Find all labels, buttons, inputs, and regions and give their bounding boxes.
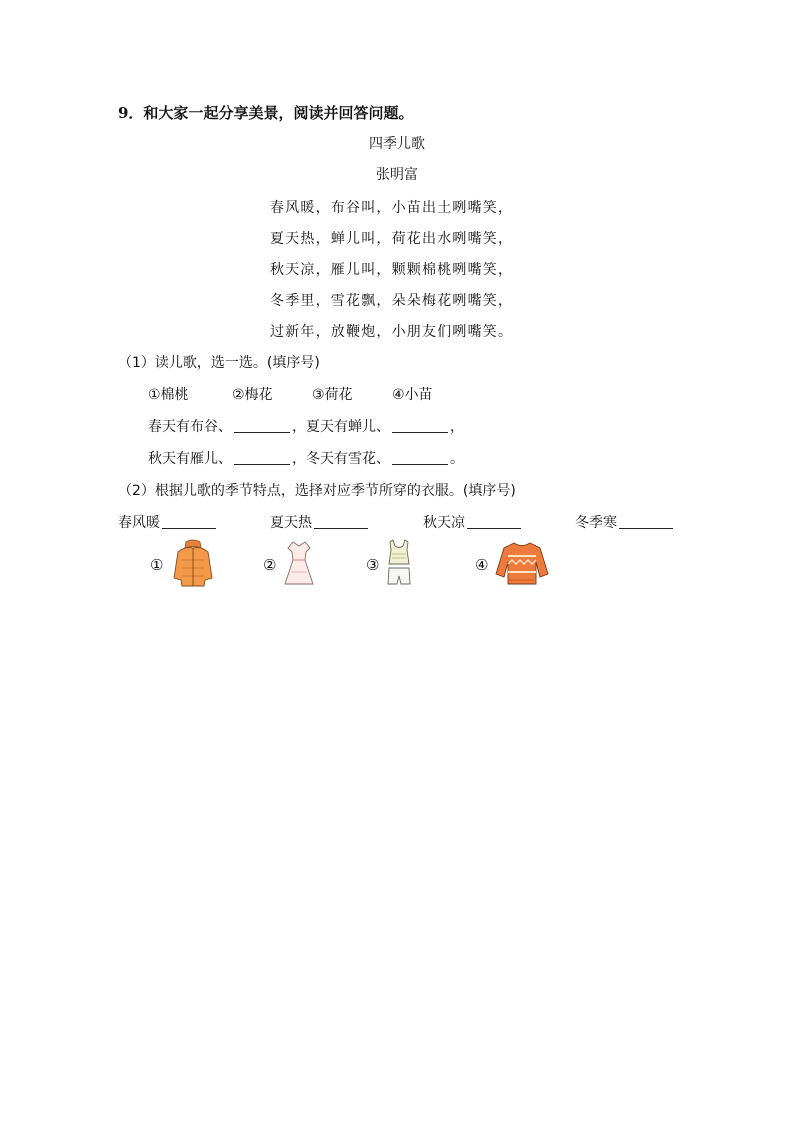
poem-line: 冬季里，雪花飘，朵朵梅花咧嘴笑， [270,293,514,309]
clothing-number-2: ② [263,556,277,574]
season-spring: 春风暖 [118,512,218,532]
season-summer: 夏天热 [270,512,370,532]
option-1: ①棉桃 [148,387,189,403]
answer-blank[interactable] [314,514,368,529]
answer-blank[interactable] [162,514,216,529]
sweater-icon [494,540,550,586]
clothing-number-4: ④ [475,556,489,574]
part2-prompt: （2）根据儿歌的季节特点，选择对应季节所穿的衣服。(填序号) [118,483,516,499]
season-autumn: 秋天凉 [423,512,523,532]
winter-jacket-icon [170,538,216,588]
answer-blank[interactable] [234,450,290,465]
answer-blank[interactable] [467,514,521,529]
part1-prompt: （1）读儿歌，选一选。(填序号) [118,355,320,371]
answer-blank[interactable] [392,450,448,465]
season-winter: 冬季寒 [575,512,675,532]
tank-top-shorts-icon [384,538,414,588]
poem-author: 张明富 [376,167,418,183]
poem-line: 秋天凉，雁儿叫，颗颗棉桃咧嘴笑， [270,262,514,278]
option-3: ③荷花 [312,387,353,403]
poem-line: 春风暖，布谷叫，小苗出土咧嘴笑， [270,200,514,216]
poem-line: 夏天热，蝉儿叫，荷花出水咧嘴笑， [270,231,514,247]
fill-line-2: 秋天有雁儿、 ，冬天有雪花、 。 [148,451,464,467]
clothing-number-1: ① [150,556,164,574]
answer-blank[interactable] [619,514,673,529]
fill-line-1: 春天有布谷、 ，夏天有蝉儿、 ， [148,419,464,435]
poem-line: 过新年，放鞭炮，小朋友们咧嘴笑。 [270,324,514,340]
dress-icon [282,538,316,588]
question-title: 9．和大家一起分享美景，阅读并回答问题。 [118,104,414,122]
clothing-number-3: ③ [366,556,380,574]
answer-blank[interactable] [234,418,290,433]
option-4: ④小苗 [392,387,433,403]
poem-title: 四季儿歌 [369,136,425,152]
answer-blank[interactable] [392,418,448,433]
option-2: ②梅花 [232,387,273,403]
